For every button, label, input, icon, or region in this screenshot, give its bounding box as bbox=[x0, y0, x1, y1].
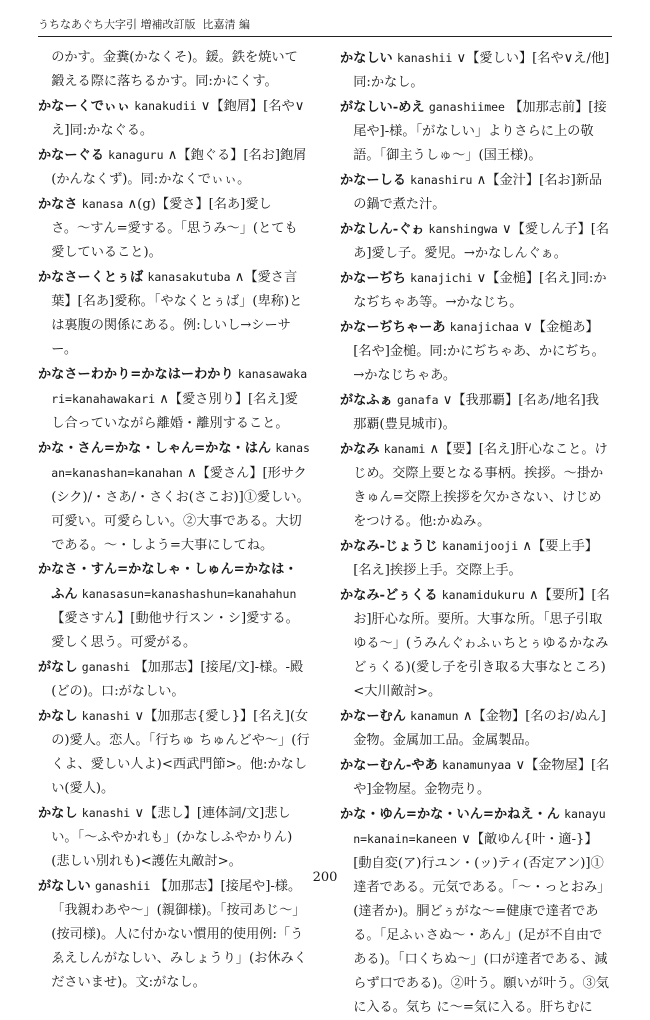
dictionary-entry bbox=[340, 46, 612, 95]
dictionary-entry bbox=[38, 362, 310, 436]
dictionary-entry bbox=[340, 753, 612, 802]
entry-headword: かなみ-じょうじ bbox=[340, 539, 438, 554]
entry-definition: 【加那志】[接尾/文]-様。-殿(どの)。口:がなしい。 bbox=[51, 660, 304, 699]
entry-definition: ∧(g)【愛さ】[名あ]愛しさ。〜すん=愛する。「思うみ〜」(とても愛していること)。 bbox=[51, 197, 298, 260]
dictionary-entry bbox=[38, 94, 310, 143]
book-title: うちなあぐち大字引 増補改訂版 bbox=[38, 18, 196, 31]
entry-headword: がなしい bbox=[38, 879, 91, 894]
entry-romanization: kanamidukuru bbox=[441, 588, 525, 602]
dictionary-entry bbox=[340, 802, 612, 1020]
entry-definition: ∨【金槌】[名え]同:かなぢちゃあ等。→かなじち。 bbox=[353, 271, 607, 310]
dictionary-entry bbox=[340, 388, 612, 437]
entry-definition: のかす。金糞(かなくそ)。鍰。鉄を焼いて鍛える際に落ちるかす。同:かにくす。 bbox=[51, 50, 298, 89]
entry-romanization: ganashiimee bbox=[428, 100, 505, 114]
left-column bbox=[38, 46, 310, 990]
entry-definition: ∨【金槌あ】[名や]金槌。同:かにぢちゃあ、かにぢち。→かなじちゃあ。 bbox=[353, 320, 605, 383]
entry-definition: 【加那志前】[接尾や]-様。「がなしい」よりさらに上の敬語。「御主うしゅ〜」(国王様)。 bbox=[353, 100, 607, 163]
entry-definition: ∧【愛さ別り】[名え]愛し合っていながら離婚・離別すること。 bbox=[51, 392, 298, 431]
entry-headword: かなーしる bbox=[340, 173, 406, 188]
entry-headword: かな・ゆん=かな・いん=かねえ・ん bbox=[340, 807, 560, 822]
entry-romanization: kanashii bbox=[396, 51, 453, 65]
dictionary-entry bbox=[38, 192, 310, 265]
entry-definition: ∧【要】[名え]肝心なこと。けじめ。交際上要となる事柄。挨拶。〜掛か きゅん=交際上挨拶を欠かさない、けじめをつける。他:かぬみ。 bbox=[353, 442, 608, 529]
entry-romanization: kanakudii bbox=[134, 99, 197, 113]
entry-definition: ∧【愛さ言葉】[名あ]愛称。「やなくとぅば」(卑称)とは裏腹の関係にある。例:しいし→シーサー。 bbox=[51, 270, 303, 357]
entry-headword: かなし bbox=[38, 709, 78, 724]
entry-romanization: ganafa bbox=[396, 393, 439, 407]
entry-romanization: kanasawakari=kanahawakari bbox=[51, 367, 308, 406]
entry-headword: がなし bbox=[38, 660, 78, 675]
entry-definition: ∧【鉋ぐる】[名お]鉋屑(かんなくず)。同:かなくでぃぃ。 bbox=[51, 148, 307, 187]
dictionary-entry bbox=[340, 315, 612, 388]
entry-headword: かなし bbox=[38, 806, 78, 821]
entry-headword: かなーぐる bbox=[38, 148, 104, 163]
entry-romanization: kanamijooji bbox=[442, 539, 519, 553]
entry-romanization: kanajichaa bbox=[449, 320, 519, 334]
dictionary-entry bbox=[340, 534, 612, 583]
entry-romanization: kanashi bbox=[81, 709, 131, 723]
entry-romanization: kanaguru bbox=[108, 148, 164, 162]
entry-definition: ∨【鉋屑】[名や∨え]同:かなぐる。 bbox=[51, 99, 305, 138]
entry-headword: かなーむん-やあ bbox=[340, 758, 438, 773]
entry-definition: ∧【要上手】[名え]挨拶上手。交際上手。 bbox=[353, 539, 598, 578]
entry-romanization: kanamunyaa bbox=[442, 758, 512, 772]
dictionary-entry bbox=[38, 143, 310, 192]
entry-romanization: kanamun bbox=[410, 709, 459, 723]
entry-definition: ∨【敵ゆん{叶・適-}】[動自変(ア)行ユン・(ッ)ティ(否定アン)]①達者である。元気である。「〜・っとおみ」(達者か)。胴どぅがな〜=健康で達者である。「足ふぃさぬ〜・あん」(足が不自由である)。「口くちぬ〜」(口が達者である、減らず口である)。②叶う。願いが叶う。③気に入る。気ち に〜=気に入る。肝ちむに bbox=[353, 832, 611, 1015]
dictionary-entry bbox=[38, 801, 310, 874]
entry-definition: ∨【加那志{愛し}】[名え](女の)愛人。恋人。「行ちゅ ちゅんどや〜」(行くよ、愛しい人よ)<西武門節>。他:かなしい(愛人)。 bbox=[51, 709, 310, 796]
entry-romanization: kanasa bbox=[81, 197, 124, 211]
entry-definition: ∧【要所】[名お]肝心な所。要所。大事な所。「思子引取ゆる〜」(うみんぐゎふぃちとぅゆるかなみどぅくる)(愛し子を引き取る大事なところ)<大川敵討>。 bbox=[353, 588, 610, 699]
dictionary-entry bbox=[340, 168, 612, 217]
dictionary-entry bbox=[340, 217, 612, 266]
entry-headword: かなしん-ぐゎ bbox=[340, 222, 425, 237]
dictionary-entry bbox=[38, 874, 310, 995]
entry-headword: かなさ・すん=かなしゃ・しゅん=かなは・ふん bbox=[38, 562, 298, 602]
entry-romanization: kanami bbox=[383, 442, 426, 456]
entry-romanization: kanasan=kanashan=kanahan bbox=[51, 441, 310, 480]
entry-definition: ∨【金物屋】[名や]金物屋。金物売り。 bbox=[353, 758, 610, 797]
entry-headword: かなーぢちゃーあ bbox=[340, 320, 446, 335]
entry-definition: ∨【愛しい】[名や∨え/他]同:かなし。 bbox=[353, 51, 610, 90]
entry-headword: かなさ bbox=[38, 197, 78, 212]
entry-romanization: ganashi bbox=[81, 660, 131, 674]
dictionary-entry bbox=[38, 46, 310, 94]
dictionary-entry bbox=[38, 436, 310, 558]
entry-definition: ∨【愛しん子】[名あ]愛し子。愛児。→かなしんぐぁ。 bbox=[353, 222, 610, 261]
dictionary-entry bbox=[38, 704, 310, 801]
entry-headword: がなしい-めえ bbox=[340, 100, 425, 115]
entry-definition: ∨【悲し】[連体詞/文]悲しい。「〜ふやかれも」(かなしふやかりん)(悲しい別れも)<護佐丸敵討>。 bbox=[51, 806, 293, 869]
entry-definition: 【愛さすん】[動他サ行スン・シ]愛する。愛しく思う。可愛がる。 bbox=[51, 611, 299, 650]
entry-headword: かなーむん bbox=[340, 709, 406, 724]
dictionary-entry bbox=[340, 583, 612, 704]
entry-headword: がなふぁ bbox=[340, 393, 393, 408]
entry-definition: ∧【金汁】[名お]新品の鍋で煮た汁。 bbox=[353, 173, 603, 212]
dictionary-entry bbox=[340, 704, 612, 753]
entry-romanization: ganashii bbox=[94, 879, 151, 893]
dictionary-entry bbox=[340, 437, 612, 534]
entry-headword: かなさーくとぅば bbox=[38, 270, 144, 285]
entry-headword: かなみ-どぅくる bbox=[340, 588, 438, 603]
dictionary-entry bbox=[38, 655, 310, 704]
entry-headword: かな・さん=かな・しゃん=かな・はん bbox=[38, 441, 272, 456]
page-number: 200 bbox=[312, 870, 338, 885]
book-author: 比嘉清 編 bbox=[202, 18, 250, 31]
entry-romanization: kanashi bbox=[81, 806, 131, 820]
right-column bbox=[340, 46, 612, 1015]
entry-headword: かなーくでぃぃ bbox=[38, 99, 131, 114]
entry-romanization: kanshingwa bbox=[428, 222, 498, 236]
dictionary-entry bbox=[38, 265, 310, 362]
dictionary-entry bbox=[340, 95, 612, 168]
running-header bbox=[38, 14, 612, 37]
entry-definition: ∧【金物】[名のお/ぬん]金物。金属加工品。金属製品。 bbox=[353, 709, 606, 748]
entry-romanization: kanashiru bbox=[410, 173, 473, 187]
entry-romanization: kanasakutuba bbox=[147, 270, 231, 284]
entry-definition: ∨【我那覇】[名あ/地名]我那覇(豊見城市)。 bbox=[353, 393, 599, 432]
entry-definition: ∧【愛さん】[形サク(シク)/・さあ/・さくお(さこお)]①愛しい。可愛い。可愛らしい。②大事である。大切である。〜・しよう=大事にしてね。 bbox=[51, 466, 310, 553]
entry-romanization: kanayun=kanain=kaneen bbox=[353, 807, 606, 846]
dictionary-entry bbox=[340, 266, 612, 315]
entry-headword: かなーぢち bbox=[340, 271, 406, 286]
dictionary-entry bbox=[38, 558, 310, 655]
entry-headword: かなみ bbox=[340, 442, 380, 457]
entry-definition: 【加那志】[接尾や]-様。「我親わあや〜」(親御様)。「按司あじ〜」(按司様)。人に付かない慣用的使用例:「うゑえしんがなしい、みしょうり」(お休みくださいませ)。文:がなし。 bbox=[51, 879, 307, 990]
entry-romanization: kanasasun=kanashashun=kanahahun bbox=[81, 587, 297, 601]
entry-romanization: kanajichi bbox=[410, 271, 473, 285]
entry-headword: かなしい bbox=[340, 51, 393, 66]
entry-headword: かなさーわかり=かなはーわかり bbox=[38, 367, 234, 382]
